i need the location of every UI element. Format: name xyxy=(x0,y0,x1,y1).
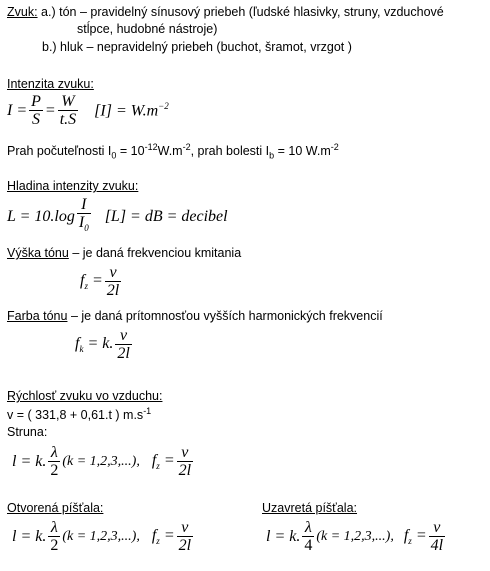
zvuk-hluk-text: b.) hluk – nepravidelný priebeh (buchot, šramot, vrzgot ) xyxy=(42,40,352,54)
intenzita-formula: I = $\frac{P}{S}$ = $\frac{W}{t.S}$ $[I] = W.m^{-2}$ xyxy=(7,93,169,128)
vyska-heading: Výška tónu xyxy=(7,246,69,260)
uzavreta-formula: l = k. $\frac{\lambda}{4}$ (k = 1,2,3,...), $f_z$ = $\frac{v}{4l}$ xyxy=(266,519,444,554)
vyska-line: Výška tónu – je daná frekvenciou kmitania xyxy=(7,246,242,260)
farba-formula: $f_k = k$. $\frac{v}{2l}$ xyxy=(75,327,130,362)
struna-formula: l = k. $\frac{\lambda}{2}$ (k = 1,2,3,...), $f_z$ = $\frac{v}{2l}$ xyxy=(12,444,192,479)
farba-heading: Farba tónu xyxy=(7,309,68,323)
uzavreta-heading: Uzavretá píšťala: xyxy=(262,501,358,515)
zvuk-line-a xyxy=(7,5,444,19)
vyska-formula: $f_z$ = $\frac{v}{2l}$ xyxy=(80,264,120,299)
hladina-formula: L = 10.log $\frac{I}{I_0}$ [L] = dB = decibel xyxy=(7,196,228,234)
prah-text: Prah počuteľnosti $I_0 = 10^{-12}W.m^{-2}$, prah bolesti $I_b = 10$ $W.m^{-2}$ xyxy=(7,142,339,161)
rychlost-formula: v = ( 331,8 + 0,61.t ) $m.s^{-1}$ xyxy=(7,406,152,423)
hladina-heading: Hladina intenzity zvuku: xyxy=(7,179,139,193)
struna-label: Struna: xyxy=(7,425,48,439)
intenzita-heading: Intenzita zvuku: xyxy=(7,77,94,91)
otvorena-formula: l = k. $\frac{\lambda}{2}$ (k = 1,2,3,...), $f_z$ = $\frac{v}{2l}$ xyxy=(12,519,192,554)
zvuk-ton-text: a.) tón – pravidelný sínusový priebeh (ľudské hlasivky, struny, vzduchové xyxy=(41,5,444,19)
rychlost-heading: Rýchlosť zvuku vo vzduchu: xyxy=(7,389,163,403)
farba-line: Farba tónu – je daná prítomnosťou vyšších harmonických frekvencií xyxy=(7,309,383,323)
zvuk-ton-text-continued: stĺpce, hudobné nástroje) xyxy=(77,22,218,36)
zvuk-heading: Zvuk: xyxy=(7,5,38,19)
otvorena-heading: Otvorená píšťala: xyxy=(7,501,104,515)
